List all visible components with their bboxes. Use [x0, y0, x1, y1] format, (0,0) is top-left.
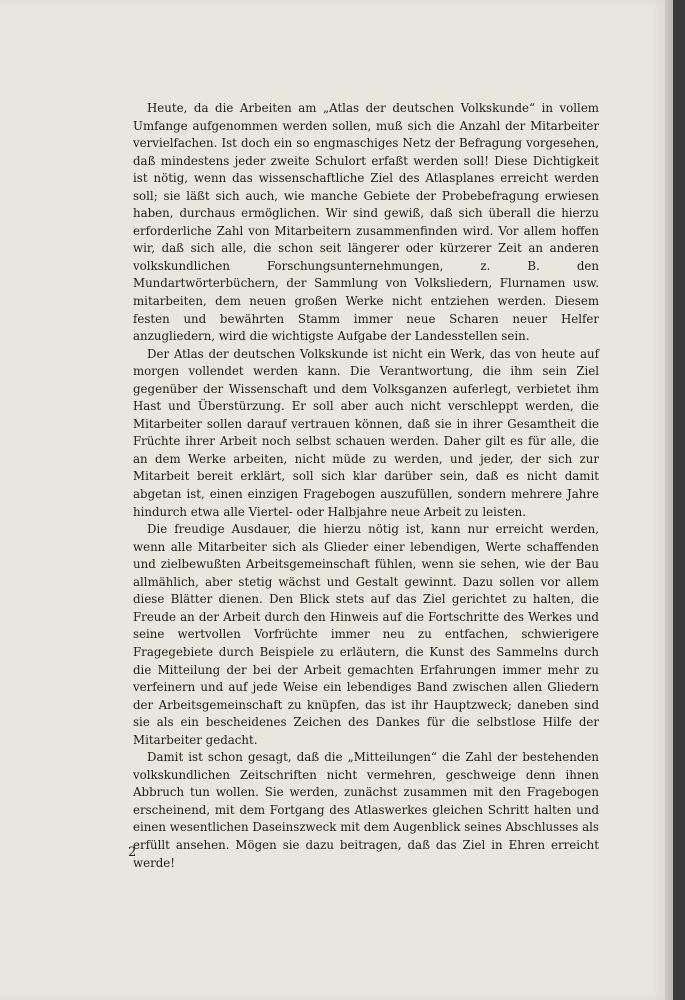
paragraph-4: Damit ist schon gesagt, daß die „Mitteilungen“ die Zahl der bestehenden volkskundlichen Zeitschriften nicht vermehren, geschweige denn ihnen Abbruch tun wollen. Sie werden, zunächst zusammen mit den Fragebogen erscheinend, mit dem Fortgang des Atlaswerkes gleichen Schritt halten und einen wesentlichen Daseinszweck mit dem Augenblick seines Abschlusses als erfüllt ansehen. Mögen sie dazu beitragen, daß das Ziel in Ehren erreicht werde! [133, 750, 599, 870]
paragraph-2: Der Atlas der deutschen Volkskunde ist nicht ein Werk, das von heute auf morgen vollendet werden kann. Die Verantwortung, die ihm sein Ziel gegenüber der Wissenschaft und dem Volksganzen auferlegt, verbietet ihm Hast und Überstürzung. Er soll aber auch nicht verschleppt werden, die Mitarbeiter sollen darauf vertrauen können, daß sie in ihrer Gesamtheit die Früchte ihrer Arbeit noch selbst schauen werden. Daher gilt es für alle, die an dem Werke arbeiten, nicht müde zu werden, und jeder, der sich zur Mitarbeit bereit erklärt, soll sich klar darüber sein, daß es nicht damit abgetan ist, einen einzigen Fragebogen auszufüllen, sondern mehrere Jahre hindurch etwa alle Viertel- oder Halbjahre neue Arbeit zu leisten. [133, 346, 599, 519]
page-number: 2 [128, 845, 137, 860]
paragraph-3: Die freudige Ausdauer, die hierzu nötig ist, kann nur erreicht werden, wenn alle Mitarbeiter sich als Glieder einer lebendigen, Werte schaffenden und zielbewußten Arbeitsgemeinschaft fühlen, wenn sie sehen, wie der Bau allmählich, aber stetig wächst und Gestalt gewinnt. Dazu sollen vor allem diese Blätter dienen. Den Blick stets auf das Ziel gerichtet zu halten, die Freude an der Arbeit durch den Hinweis auf die Fortschritte des Werkes und seine wertvollen Vorfrüchte immer neu zu entfachen, schwierigere Fragegebiete durch Beispiele zu erläutern, die Kunst des Sammelns durch die Mitteilung der bei der Arbeit gemachten Erfahrungen immer mehr zu verfeinern und auf jede Weise ein lebendiges Band zwischen allen Gliedern der Arbeitsgemeinschaft zu knüpfen, das ist ihr Hauptzweck; daneben sind sie als ein bescheidenes Zeichen des Dankes für die selbstlose Hilfe der Mitarbeiter gedacht. [133, 522, 599, 747]
body-text [133, 100, 599, 872]
background-edge [673, 0, 685, 1000]
page-edge [665, 0, 673, 1000]
paragraph-1: Heute, da die Arbeiten am „Atlas der deutschen Volkskunde“ in vollem Umfange aufgenommen werden sollen, muß sich die Anzahl der Mitarbeiter vervielfachen. Ist doch ein so engmaschiges Netz der Befragung vorgesehen, daß mindestens jeder zweite Schulort erfaßt werden soll! Diese Dichtigkeit ist nötig, wenn das wissenschaftliche Ziel des Atlasplanes erreicht werden soll; sie läßt sich auch, wie manche Gebiete der Probebefragung erwiesen haben, durchaus ermöglichen. Wir sind gewiß, daß sich überall die hierzu erforderliche Zahl von Mitarbeitern zusammenfinden wird. Vor allem hoffen wir, daß sich alle, die schon seit längerer oder kürzerer Zeit an anderen volkskundlichen Forschungsunternehmungen, z. B. den Mundartwörterbüchern, der Sammlung von Volksliedern, Flurnamen usw. mitarbeiten, dem neuen großen Werke nicht entziehen werden. Diesem festen und bewährten Stamm immer neue Scharen neuer Helfer anzugliedern, wird die wichtigste Aufgabe der Landesstellen sein. [133, 101, 599, 344]
